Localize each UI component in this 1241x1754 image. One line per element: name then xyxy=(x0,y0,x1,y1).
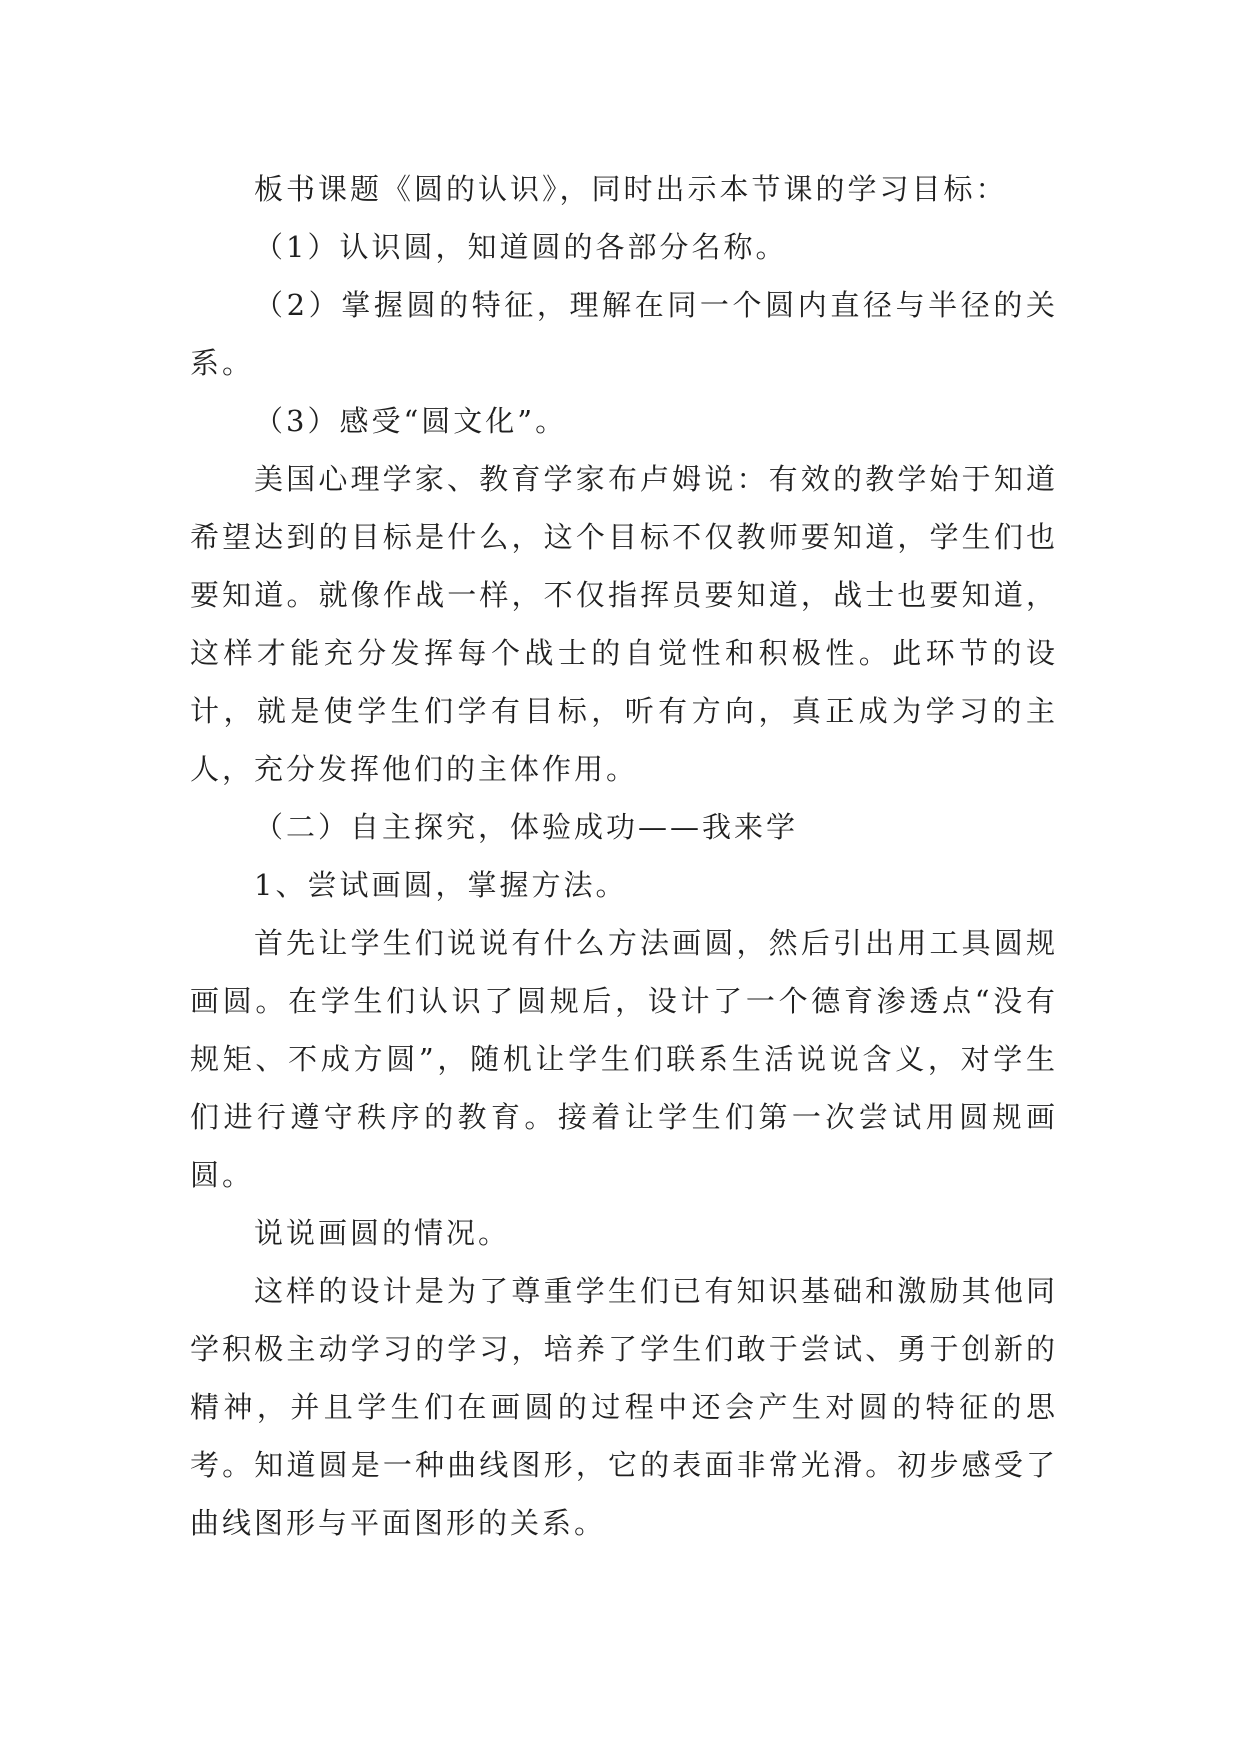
paragraph-objective-2: （2）掌握圆的特征，理解在同一个圆内直径与半径的关系。 xyxy=(190,288,1058,380)
paragraph-bloom-quote: 美国心理学家、教育学家布卢姆说：有效的教学始于知道希望达到的目标是什么，这个目标不仅教师要知道，学生们也要知道。就像作战一样，不仅指挥员要知道，战士也要知道，这样才能充分发挥每个战士的自觉性和积极性。此环节的设计，就是使学生们学有目标，听有方向，真正成为学习的主人，充分发挥他们的主体作用。 xyxy=(190,462,1058,786)
section-heading-explore: （二）自主探究，体验成功——我来学 xyxy=(254,810,799,844)
subheading-draw-circle: 1、尝试画圆，掌握方法。 xyxy=(254,868,628,902)
paragraph-discuss: 说说画圆的情况。 xyxy=(254,1216,511,1250)
document-body xyxy=(190,160,1058,1552)
paragraph-objective-1: （1）认识圆，知道圆的各部分名称。 xyxy=(254,230,788,264)
paragraph-lesson-title: 板书课题《圆的认识》，同时出示本节课的学习目标： xyxy=(254,172,1008,206)
paragraph-objective-3: （3）感受“圆文化”。 xyxy=(254,404,568,438)
paragraph-design-rationale: 这样的设计是为了尊重学生们已有知识基础和激励其他同学积极主动学习的学习，培养了学生们敢于尝试、勇于创新的精神，并且学生们在画圆的过程中还会产生对圆的特征的思考。知道圆是一种曲线图形，它的表面非常光滑。初步感受了曲线图形与平面图形的关系。 xyxy=(190,1274,1058,1540)
paragraph-compass: 首先让学生们说说有什么方法画圆，然后引出用工具圆规画圆。在学生们认识了圆规后，设计了一个德育渗透点“没有规矩、不成方圆”，随机让学生们联系生活说说含义，对学生们进行遵守秩序的教育。接着让学生们第一次尝试用圆规画圆。 xyxy=(190,926,1058,1192)
